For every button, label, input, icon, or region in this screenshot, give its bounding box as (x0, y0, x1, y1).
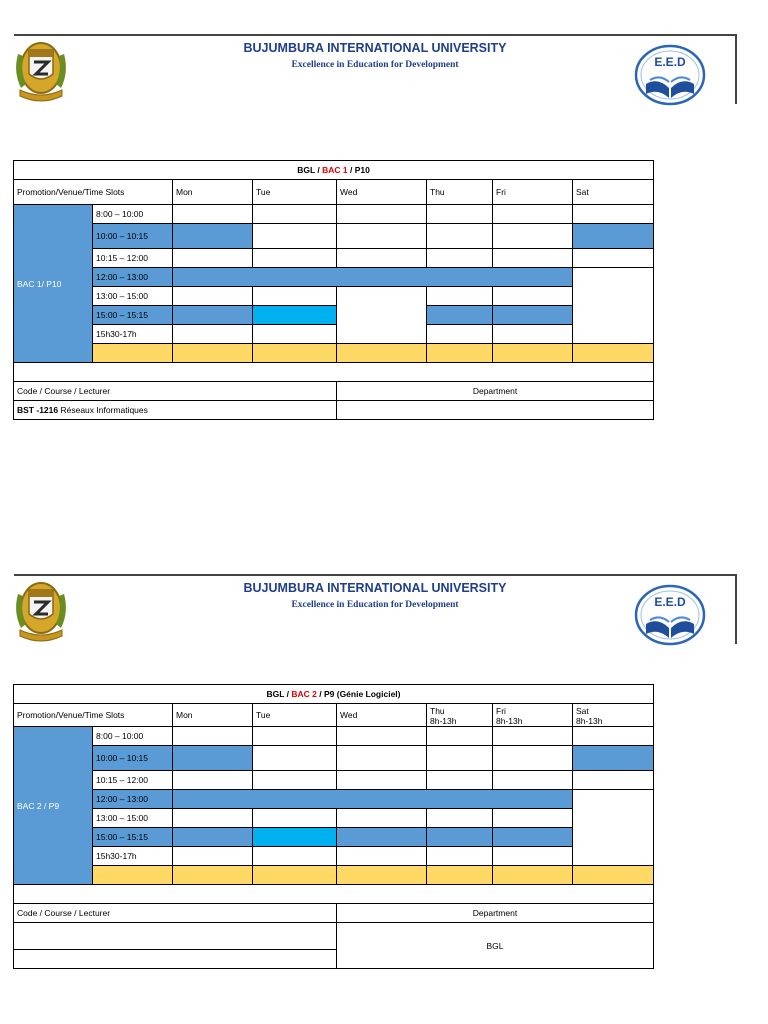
break-cell (173, 828, 253, 847)
slot-cell (337, 727, 427, 746)
break-cell (427, 828, 493, 847)
slot-cell (173, 727, 253, 746)
slot-cell (493, 287, 573, 306)
yellow-row-cell (493, 866, 573, 885)
code-course-lecturer-header: Code / Course / Lecturer (14, 382, 337, 401)
slot-cell (427, 287, 493, 306)
slot-cell (573, 727, 654, 746)
yellow-row-cell (427, 866, 493, 885)
time-slot: 10:00 – 10:15 (93, 224, 173, 249)
lunch-break-bar (173, 268, 573, 287)
department-header: Department (337, 904, 654, 923)
time-slot: 15h30-17h (93, 325, 173, 344)
slot-cell (337, 249, 427, 268)
time-slot: 10:15 – 12:00 (93, 249, 173, 268)
time-slot: 10:15 – 12:00 (93, 771, 173, 790)
break-cell (173, 224, 253, 249)
slot-cell (493, 809, 573, 828)
slot-cell (253, 809, 337, 828)
slot-cell (253, 205, 337, 224)
slot-cell (427, 727, 493, 746)
break-cell (573, 224, 654, 249)
promotion-header: Promotion/Venue/Time Slots (14, 704, 173, 727)
highlight-cell (253, 306, 337, 325)
slot-cell (493, 771, 573, 790)
yellow-row-cell (253, 866, 337, 885)
slot-cell (337, 205, 427, 224)
time-slot: 12:00 – 13:00 (93, 268, 173, 287)
yellow-row-cell (573, 866, 654, 885)
slot-cell (173, 847, 253, 866)
time-slot: 10:00 – 10:15 (93, 746, 173, 771)
header-top-rule (14, 34, 736, 36)
slot-cell (427, 746, 493, 771)
course-entry (14, 401, 337, 420)
slot-cell (493, 205, 573, 224)
timetable-title: BGL / BAC 2 / P9 (Génie Logiciel) (14, 685, 654, 704)
university-motto: Excellence in Education for Development (291, 600, 459, 610)
time-slot: 15:00 – 15:15 (93, 306, 173, 325)
day-header-fri: Fri (493, 180, 573, 205)
lunch-break-bar (173, 790, 573, 809)
day-header-sat: Sat 8h-13h (573, 704, 654, 727)
slot-cell (493, 325, 573, 344)
day-header-thu: Thu (427, 180, 493, 205)
slot-cell (427, 205, 493, 224)
timetable-bac2 (13, 684, 654, 969)
promotion-cell: BAC 1/ P10 (14, 205, 93, 363)
slot-cell (427, 224, 493, 249)
slot-cell (427, 325, 493, 344)
slot-cell (427, 809, 493, 828)
slot-cell (253, 325, 337, 344)
course-entry (14, 950, 337, 969)
time-slot: 13:00 – 15:00 (93, 809, 173, 828)
yellow-row-cell (573, 344, 654, 363)
slot-cell (337, 287, 427, 344)
course-code: BST -1216 (17, 405, 59, 415)
header-top-rule (14, 574, 736, 576)
day-header-wed: Wed (337, 180, 427, 205)
slot-cell (337, 746, 427, 771)
slot-cell (173, 325, 253, 344)
time-slot: 8:00 – 10:00 (93, 205, 173, 224)
course-entry (14, 923, 337, 950)
slot-cell (493, 224, 573, 249)
day-header-thu: Thu 8h-13h (427, 704, 493, 727)
yellow-row-cell (337, 866, 427, 885)
yellow-row-cell (93, 866, 173, 885)
code-course-lecturer-header: Code / Course / Lecturer (14, 904, 337, 923)
yellow-row-cell (93, 344, 173, 363)
university-name: BUJUMBURA INTERNATIONAL UNIVERSITY (243, 581, 507, 595)
day-header-mon: Mon (173, 180, 253, 205)
yellow-row-cell (173, 866, 253, 885)
slot-cell (493, 727, 573, 746)
break-cell (173, 746, 253, 771)
spacer-row (14, 363, 654, 382)
slot-cell (173, 771, 253, 790)
break-cell (493, 306, 573, 325)
slot-cell (337, 224, 427, 249)
timetable-bac1 (13, 160, 654, 420)
yellow-row-cell (337, 344, 427, 363)
yellow-row-cell (253, 344, 337, 363)
slot-cell (253, 746, 337, 771)
time-slot: 8:00 – 10:00 (93, 727, 173, 746)
slot-cell (337, 809, 427, 828)
slot-cell (573, 205, 654, 224)
university-motto: Excellence in Education for Development (291, 60, 459, 70)
slot-cell (573, 771, 654, 790)
time-slot: 12:00 – 13:00 (93, 790, 173, 809)
day-header-tue: Tue (253, 180, 337, 205)
department-value (337, 401, 654, 420)
slot-cell (253, 847, 337, 866)
slot-cell (253, 771, 337, 790)
break-cell (427, 306, 493, 325)
break-cell (573, 746, 654, 771)
slot-cell (573, 268, 654, 344)
time-slot: 15h30-17h (93, 847, 173, 866)
spacer-row (14, 885, 654, 904)
slot-cell (173, 287, 253, 306)
timetable-title: BGL / BAC 1 / P10 (14, 161, 654, 180)
break-cell (173, 306, 253, 325)
slot-cell (427, 847, 493, 866)
slot-cell (493, 249, 573, 268)
slot-cell (493, 746, 573, 771)
slot-cell (427, 771, 493, 790)
course-name: Réseaux Informatiques (58, 405, 148, 415)
slot-cell (573, 790, 654, 866)
eed-logo (632, 584, 708, 646)
slot-cell (337, 847, 427, 866)
eed-logo (632, 44, 708, 106)
slot-cell (173, 809, 253, 828)
promotion-header: Promotion/Venue/Time Slots (14, 180, 173, 205)
slot-cell (253, 224, 337, 249)
slot-cell (427, 249, 493, 268)
eed-logo-text: E.E.D (654, 55, 686, 69)
slot-cell (253, 727, 337, 746)
day-header-sat: Sat (573, 180, 654, 205)
slot-cell (253, 287, 337, 306)
slot-cell (493, 847, 573, 866)
university-name: BUJUMBURA INTERNATIONAL UNIVERSITY (243, 41, 507, 55)
time-slot: 15:00 – 15:15 (93, 828, 173, 847)
letterhead-1 (0, 38, 768, 118)
break-cell (337, 828, 427, 847)
day-header-wed: Wed (337, 704, 427, 727)
yellow-row-cell (173, 344, 253, 363)
slot-cell (173, 205, 253, 224)
time-slot: 13:00 – 15:00 (93, 287, 173, 306)
promotion-cell: BAC 2 / P9 (14, 727, 93, 885)
slot-cell (573, 249, 654, 268)
highlight-cell (253, 828, 337, 847)
yellow-row-cell (493, 344, 573, 363)
break-cell (493, 828, 573, 847)
day-header-mon: Mon (173, 704, 253, 727)
eed-logo-text: E.E.D (654, 595, 686, 609)
yellow-row-cell (427, 344, 493, 363)
letterhead-2 (0, 578, 768, 658)
department-value: BGL (337, 923, 654, 969)
slot-cell (173, 249, 253, 268)
slot-cell (253, 249, 337, 268)
day-header-tue: Tue (253, 704, 337, 727)
day-header-fri: Fri 8h-13h (493, 704, 573, 727)
department-header: Department (337, 382, 654, 401)
slot-cell (337, 771, 427, 790)
